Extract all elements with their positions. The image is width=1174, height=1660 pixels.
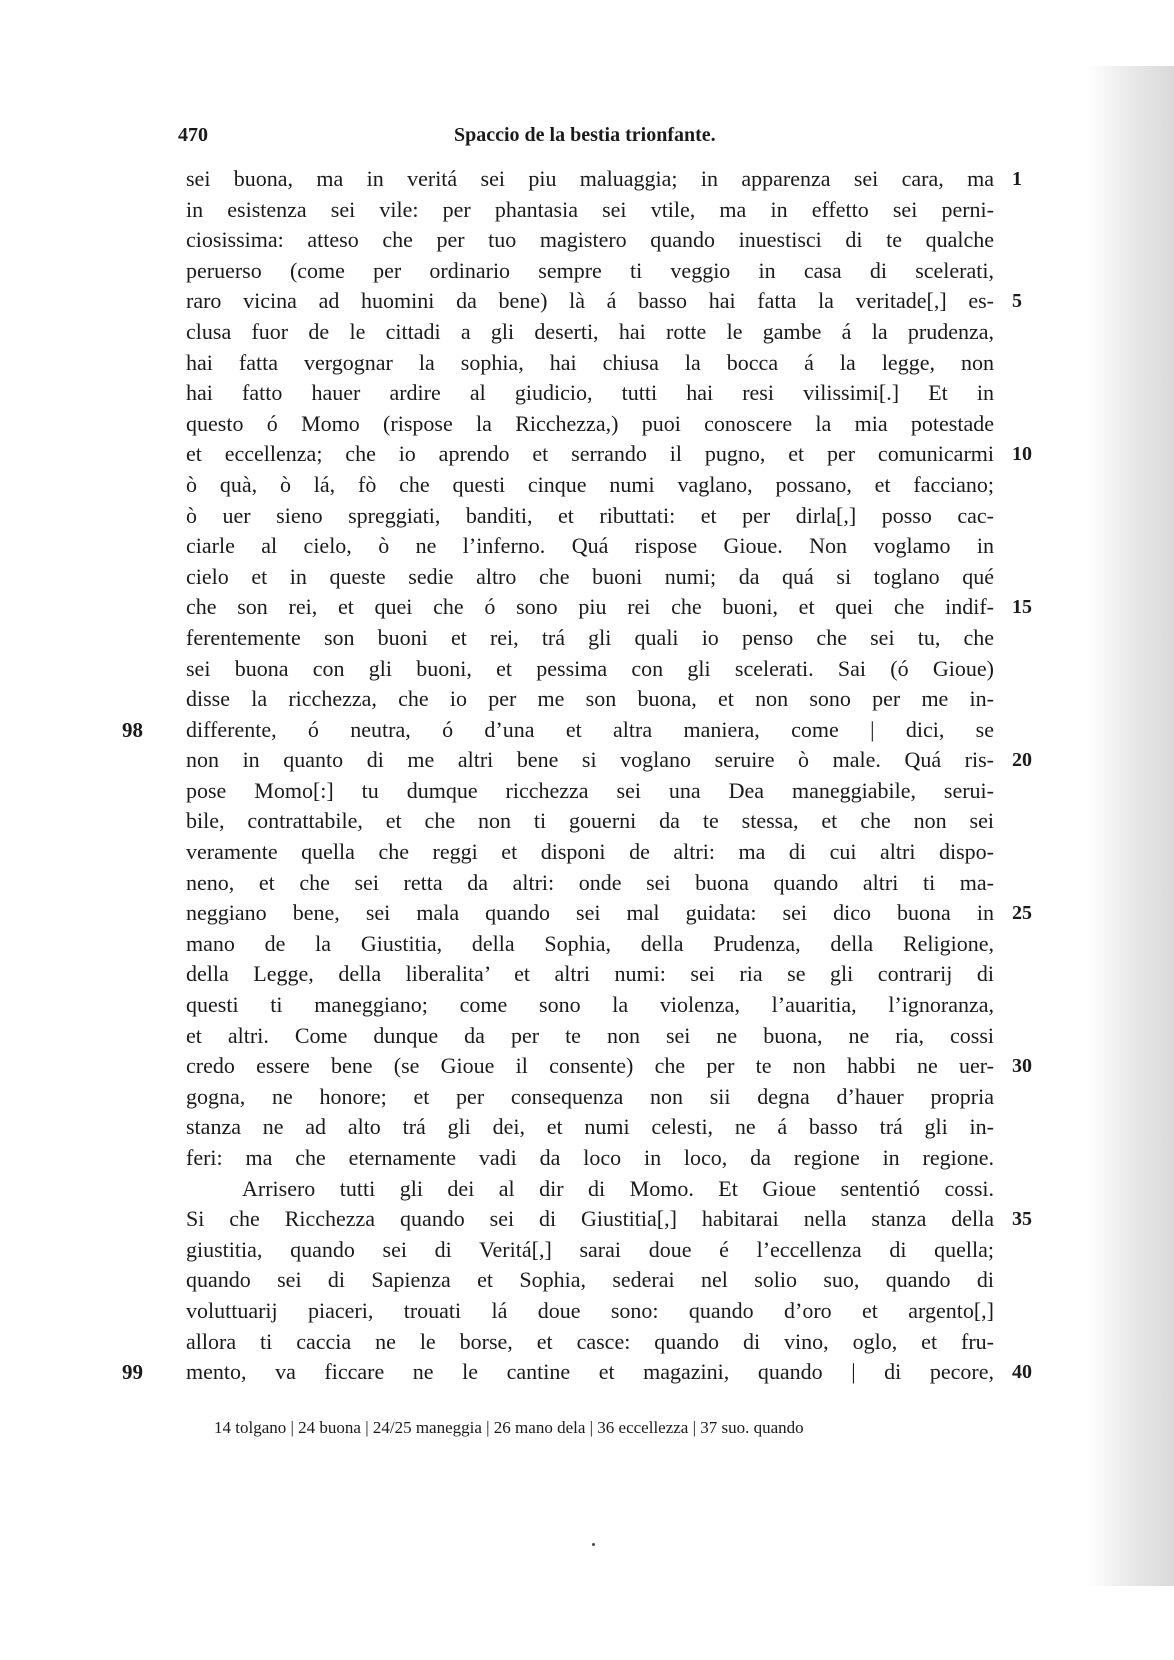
line-number: 20 — [1012, 749, 1032, 772]
line-text: ciarle al cielo, ò ne l’inferno. Quá rispose Gioue. Non voglamo in — [186, 533, 994, 559]
text-line — [186, 1327, 994, 1358]
line-text: hai fatto hauer ardire al giudicio, tutti hai resi vilissimi[.] Et in — [186, 380, 994, 406]
text-line — [186, 439, 1032, 470]
text-line — [186, 654, 994, 685]
text-line — [186, 684, 994, 715]
text-line — [186, 1296, 994, 1327]
text-line — [186, 592, 1032, 623]
line-text: et eccellenza; che io aprendo et serrando il pugno, et per comunicarmi — [186, 441, 994, 467]
text-line — [186, 806, 994, 837]
line-number: 30 — [1012, 1055, 1032, 1078]
line-text: credo essere bene (se Gioue il consente) che per te non habbi ne uer- — [186, 1053, 994, 1079]
line-text: hai fatta vergognar la sophia, hai chiusa la bocca á la legge, non — [186, 349, 994, 375]
line-text: ò uer sieno spreggiati, banditi, et ributtati: et per dirla[,] posso cac- — [186, 502, 994, 528]
line-text: neno, et che sei retta da altri: onde sei buona quando altri ti ma- — [186, 869, 994, 895]
line-text: bile, contrattabile, et che non ti gouerni da te stessa, et che non sei — [186, 808, 994, 834]
page-number: 470 — [178, 124, 208, 146]
folio-marker: 98 — [122, 717, 143, 742]
line-text: veramente quella che reggi et disponi de altri: ma di cui altri dispo- — [186, 839, 994, 865]
text-line — [122, 1357, 1032, 1388]
line-text: pose Momo[:] tu dumque ricchezza sei una Dea maneggiabile, serui- — [186, 777, 994, 803]
line-text: sei buona con gli buoni, et pessima con gli scelerati. Sai (ó Gioue) — [186, 655, 994, 681]
text-line — [186, 1204, 1032, 1235]
text-line — [186, 837, 994, 868]
line-text: et altri. Come dunque da per te non sei ne buona, ne ria, cossi — [186, 1022, 994, 1048]
text-line — [186, 1051, 1032, 1082]
text-line — [186, 745, 1032, 776]
text-line — [186, 225, 994, 256]
line-text: in esistenza sei vile: per phantasia sei vtile, ma in effetto sei perni- — [186, 196, 994, 222]
scan-speck — [592, 1543, 595, 1546]
line-text: sei buona, ma in veritá sei piu maluaggia; in apparenza sei cara, ma — [186, 166, 994, 191]
line-number: 10 — [1012, 443, 1032, 466]
line-text: gogna, ne honore; et per consequenza non sii degna d’hauer propria — [186, 1083, 994, 1109]
line-text: Si che Ricchezza quando sei di Giustitia[,] habitarai nella stanza della — [186, 1206, 994, 1232]
text-line — [186, 623, 994, 654]
line-text: voluttuarij piaceri, trouati lá doue sono: quando d’oro et argento[,] — [186, 1297, 994, 1323]
line-number: 1 — [1012, 168, 1022, 190]
line-text: clusa fuor de le cittadi a gli deserti, hai rotte le gambe á la prudenza, — [186, 318, 994, 344]
text-line — [186, 195, 994, 226]
text-line — [186, 164, 1022, 195]
running-title: Spaccio de la bestia trionfante. — [454, 124, 716, 146]
text-line — [186, 1174, 994, 1205]
text-line — [186, 959, 994, 990]
text-line — [186, 348, 994, 379]
line-text: giustitia, quando sei di Veritá[,] sarai doue é l’eccellenza di quella; — [186, 1236, 994, 1262]
text-line — [186, 929, 994, 960]
line-number: 35 — [1012, 1208, 1032, 1231]
line-text: differente, ó neutra, ó d’una et altra maniera, come | dici, se — [186, 716, 994, 742]
text-line — [186, 531, 994, 562]
text-line — [122, 715, 994, 746]
text-line — [186, 378, 994, 409]
text-line — [186, 1082, 994, 1113]
line-text: ferentemente son buoni et rei, trá gli quali io penso che sei tu, che — [186, 624, 994, 650]
text-line — [186, 1265, 994, 1296]
text-line — [186, 1235, 994, 1266]
line-text: mento, va ficcare ne le cantine et magazini, quando | di pecore, — [186, 1359, 994, 1385]
footnote-apparatus: 14 tolgano | 24 buona | 24/25 maneggia | 26 mano dela | 36 eccellezza | 37 suo. quando — [214, 1418, 804, 1437]
text-line — [186, 868, 994, 899]
body-text — [122, 164, 1032, 1388]
text-line — [186, 409, 994, 440]
text-line — [186, 1021, 994, 1052]
line-text: non in quanto di me altri bene si voglano seruire ò male. Quá ris- — [186, 747, 994, 773]
page-header — [178, 124, 998, 154]
line-text: stanza ne ad alto trá gli dei, et numi celesti, ne á basso trá gli in- — [186, 1114, 994, 1140]
line-text: peruerso (come per ordinario sempre ti veggio in casa di scelerati, — [186, 257, 994, 283]
text-line — [186, 990, 994, 1021]
line-text: questi ti maneggiano; come sono la violenza, l’auaritia, l’ignoranza, — [186, 992, 994, 1018]
line-number: 40 — [1012, 1361, 1032, 1384]
line-text: allora ti caccia ne le borse, et casce: quando di vino, oglo, et fru- — [186, 1328, 994, 1354]
text-line — [186, 470, 994, 501]
line-text: questo ó Momo (rispose la Ricchezza,) puoi conoscere la mia potestade — [186, 410, 994, 436]
line-text: Arrisero tutti gli dei al dir di Momo. Et Gioue sententió cossi. — [242, 1175, 994, 1201]
line-number: 5 — [1012, 290, 1022, 313]
line-text: neggiano bene, sei mala quando sei mal guidata: sei dico buona in — [186, 900, 994, 926]
line-text: mano de la Giustitia, della Sophia, della Prudenza, della Religione, — [186, 930, 994, 956]
text-line — [186, 286, 1022, 317]
line-text: della Legge, della liberalita’ et altri numi: sei ria se gli contrarij di — [186, 961, 994, 987]
line-text: cielo et in queste sedie altro che buoni numi; da quá si toglano qué — [186, 563, 994, 589]
text-line — [186, 501, 994, 532]
text-line — [186, 1143, 994, 1174]
line-number: 25 — [1012, 902, 1032, 925]
line-number: 15 — [1012, 596, 1032, 619]
folio-marker: 99 — [122, 1360, 143, 1385]
text-line — [186, 1112, 994, 1143]
line-text: feri: ma che eternamente vadi da loco in loco, da regione in regione. — [186, 1145, 994, 1170]
text-line — [186, 256, 994, 287]
line-text: ciosissima: atteso che per tuo magistero quando inuestisci di te qualche — [186, 227, 994, 253]
text-line — [186, 562, 994, 593]
text-line — [186, 898, 1032, 929]
line-text: che son rei, et quei che ó sono piu rei che buoni, et quei che indif- — [186, 594, 994, 620]
line-text: quando sei di Sapienza et Sophia, sederai nel solio suo, quando di — [186, 1267, 994, 1293]
line-text: ò quà, ò lá, fò che questi cinque numi vaglano, possano, et facciano; — [186, 471, 994, 497]
text-line — [186, 317, 994, 348]
line-text: disse la ricchezza, che io per me son buona, et non sono per me in- — [186, 686, 994, 712]
text-line — [186, 776, 994, 807]
line-text: raro vicina ad huomini da bene) là á basso hai fatta la veritade[,] es- — [186, 288, 994, 314]
